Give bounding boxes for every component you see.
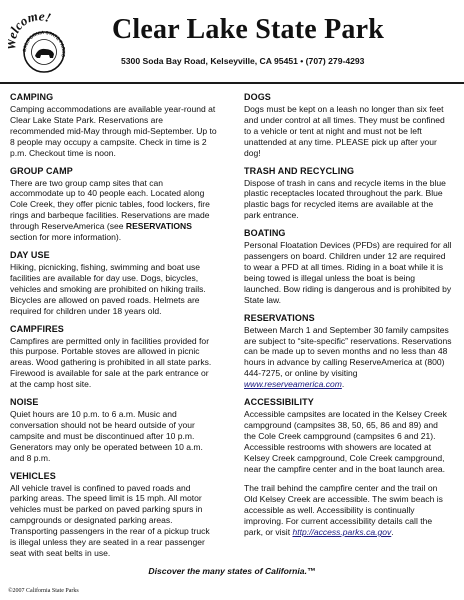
section-body: Quiet hours are 10 p.m. to 6 a.m. Music and conversation should not be heard outside of your campsite and must be discontinued after 10 p.m. Generators may only be operated between 10 a.m. and 8 p.m. xyxy=(10,409,203,463)
section-heading: NOISE xyxy=(10,397,39,408)
section-trash-recycling xyxy=(244,166,452,222)
section-body-2: The trail behind the campfire center and the trail on Old Kelsey Creek are accessible. The swim beach is accessible as well. Accessibility is continually improving. For current accessibility details call the park, or visit http://access.parks.ca.gov. xyxy=(244,483,443,538)
section-heading: CAMPING xyxy=(10,92,54,102)
section-body: Dogs must be kept on a leash no longer than six feet and under control at all times. They must be confined to a vehicle or tent at night and must not be left unattended at any time. PLEASE pick up after your dog! xyxy=(244,104,445,158)
section-heading: ACCESSIBILITY xyxy=(244,397,314,408)
section-body: Personal Floatation Devices (PFDs) are required for all passengers on board. Children under 12 are required to wear a PFD at all times. Riding in a boat while it is being towed is illegal unless the boat is being launched. Bow riding is dangerous and is prohibited by State law. xyxy=(244,240,452,305)
section-heading: GROUP CAMP xyxy=(10,165,73,176)
park-address: 5300 Soda Bay Road, Kelseyville, CA 95451 • (707) 279-4293 xyxy=(121,56,365,66)
header-divider xyxy=(0,82,464,84)
section-group-camp xyxy=(10,166,218,243)
california-state-parks-logo xyxy=(8,12,70,80)
logo-ring-text: CALIFORNIA STATE PARKS xyxy=(21,29,67,58)
section-campfires xyxy=(10,324,218,391)
section-reservations xyxy=(244,313,452,390)
section-body: Hiking, picnicking, fishing, swimming and boat use facilities are available for day use. Dogs, bicycles, vehicles and smoking are prohibited on hiking trails. Bicycles are allowed on paved roads. Helmets are required for children under 18 years old. xyxy=(10,261,206,316)
section-body: Camping accommodations are available year-round at Clear Lake State Park. Reservations are recommended mid-May through mid-September. Up to 8 people may occupy a campsite. Check in time is 2 p.m. Checkout time is noon. xyxy=(10,104,217,158)
section-boating xyxy=(244,228,452,305)
tagline: Discover the many states of California.™ xyxy=(148,566,316,576)
right-column xyxy=(244,92,452,545)
section-body: Dispose of trash in cans and recycle items in the blue plastic receptacles located throughout the park. Blue plastic bags for recycled items are available at the park entrance. xyxy=(244,177,446,221)
section-dogs xyxy=(244,92,452,159)
logo-welcome-text: lcome! xyxy=(8,12,53,36)
page-title: Clear Lake State Park xyxy=(112,14,384,45)
section-body: All vehicle travel is confined to paved roads and parking areas. The speed limit is 15 mph. All motor vehicles must be parked on paved parking spurs in campgrounds or designated parking areas. Transporting passengers in the rear of a pickup truck is illegal unless they are seated in a rear passenger seat with seat belts in use. xyxy=(10,482,210,558)
section-body: Accessible campsites are located in the Kelsey Creek campground (campsites 38, 50, 65, 86 and 89) and the Cole Creek campground (campsites 6 and 21). Accessible restrooms with showers are located at Kelsey Creek campground, Cole Creek campground, near the campfire center and in the boat launch area. xyxy=(244,409,447,474)
reservations-reference: RESERVATIONS xyxy=(125,221,192,232)
section-heading: DOGS xyxy=(244,92,271,102)
section-camping xyxy=(10,92,218,159)
copyright-footer: ©2007 California State Parks xyxy=(8,588,79,594)
section-heading: TRASH AND RECYCLING xyxy=(244,165,355,176)
section-heading: VEHICLES xyxy=(10,470,56,481)
section-noise xyxy=(10,397,218,464)
reserveamerica-link[interactable]: www.reserveamerica.com xyxy=(244,379,342,390)
park-logo xyxy=(8,12,70,80)
bear-icon xyxy=(35,49,54,58)
section-heading: BOATING xyxy=(244,228,286,239)
section-body: There are two group camp sites that can accommodate up to 40 people each. Located along Cole Creek, they offer picnic tables, food lockers, fire rings and barbeque facilities. Reservations are made through ReserveAmerica (see RESERVATIONS section for more information). xyxy=(10,177,210,243)
access-parks-link[interactable]: http://access.parks.ca.gov xyxy=(292,527,392,538)
section-heading: DAY USE xyxy=(10,249,50,260)
section-heading: RESERVATIONS xyxy=(244,312,315,323)
section-body: Campfires are permitted only in facilities provided for this purpose. Portable stoves are allowed in picnic areas. Wood gathering is prohibited in all state parks. Firewood is available for sale at the park entrance or at the camp host site. xyxy=(10,335,212,390)
left-column xyxy=(10,92,218,566)
section-accessibility xyxy=(244,397,452,538)
section-body: Between March 1 and September 30 family campsites are subject to “site-specific” reservations. Reservations can be made up to seven months and no less than 48 hours in advance by calling ReserveAmerica at (800) 444-7275, or online by visiting www.reserveamerica.com. xyxy=(244,324,452,390)
section-day-use xyxy=(10,250,218,317)
section-heading: CAMPFIRES xyxy=(10,323,64,334)
section-vehicles xyxy=(10,471,218,559)
